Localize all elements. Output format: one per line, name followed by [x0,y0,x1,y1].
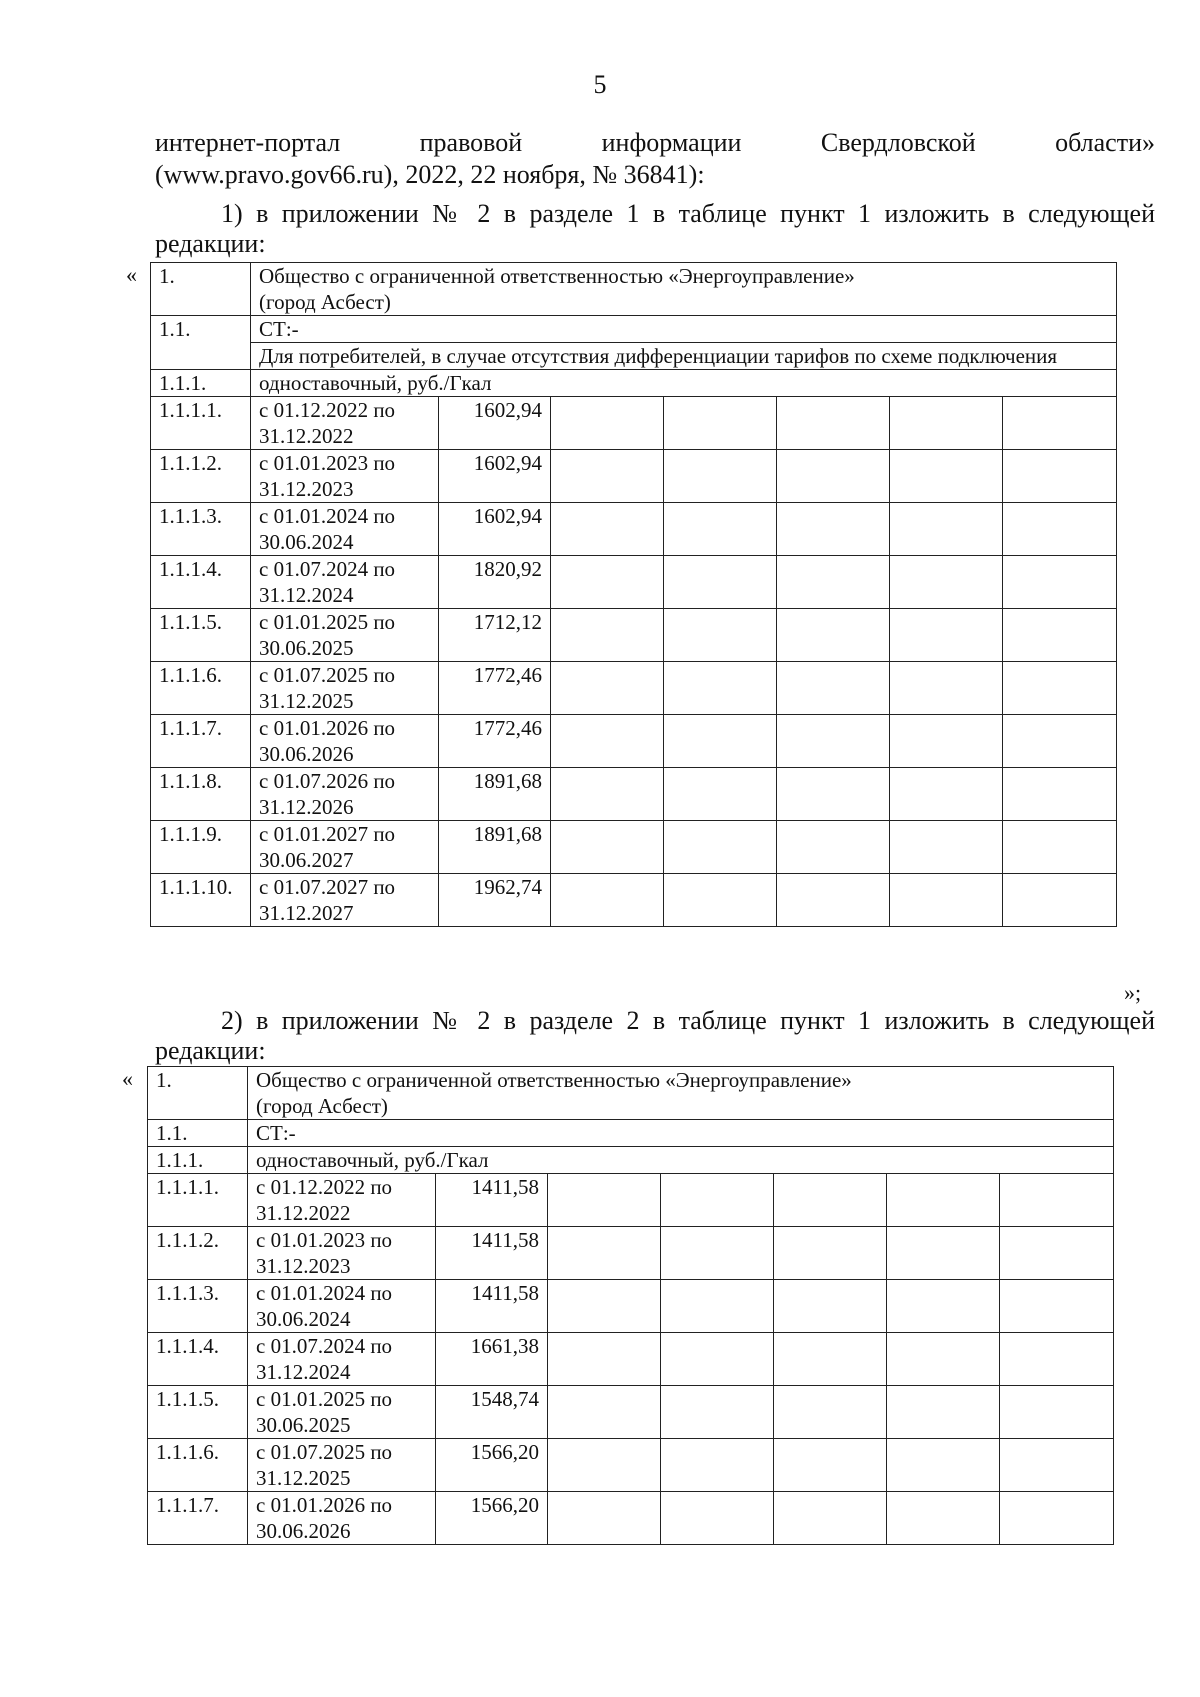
row-value: 1411,58 [436,1227,548,1280]
empty-cell [551,450,664,503]
period-to: 30.06.2026 [256,1519,351,1543]
row-period [248,1386,436,1439]
empty-cell [777,874,890,927]
empty-cell [774,1492,887,1545]
empty-cell [664,874,777,927]
org-city: (город Асбест) [256,1094,388,1118]
row-value: 1548,74 [436,1386,548,1439]
empty-cell [887,1280,1000,1333]
row-number: 1.1.1.2. [148,1227,248,1280]
org-cell [248,1067,1114,1120]
row-period [251,397,439,450]
row-value: 1661,38 [436,1333,548,1386]
row-number: 1.1.1.1. [148,1174,248,1227]
empty-cell [777,662,890,715]
consumer-note-row [151,343,1117,370]
period-from: с 01.01.2024 по [256,1281,393,1305]
period-to: 30.06.2024 [259,530,354,554]
row-period [251,874,439,927]
period-to: 31.12.2024 [256,1360,351,1384]
empty-cell [664,662,777,715]
empty-cell [1003,556,1117,609]
empty-cell [890,874,1003,927]
empty-cell [887,1492,1000,1545]
empty-cell [890,450,1003,503]
table-row [151,397,1117,450]
row-number: 1.1.1.3. [148,1280,248,1333]
period-to: 31.12.2027 [259,901,354,925]
empty-cell [1003,715,1117,768]
row-value: 1602,94 [439,450,551,503]
empty-cell [551,821,664,874]
empty-cell [777,609,890,662]
row-value: 1602,94 [439,397,551,450]
rate-number: 1.1.1. [151,370,251,397]
empty-cell [887,1174,1000,1227]
row-number: 1.1.1.8. [151,768,251,821]
empty-cell [551,768,664,821]
empty-cell [551,503,664,556]
period-from: с 01.01.2025 по [259,610,396,634]
row-number: 1.1.1.5. [151,609,251,662]
row-period [251,715,439,768]
empty-cell [664,715,777,768]
row-period [251,768,439,821]
row-number: 1.1.1.7. [151,715,251,768]
empty-cell [1003,821,1117,874]
row-period [248,1227,436,1280]
empty-cell [777,503,890,556]
empty-cell [1000,1174,1114,1227]
empty-cell [777,715,890,768]
row-value: 1712,12 [439,609,551,662]
empty-cell [664,609,777,662]
period-to: 31.12.2023 [256,1254,351,1278]
empty-cell [664,450,777,503]
empty-cell [551,662,664,715]
quote-open-2: « [122,1066,133,1091]
empty-cell [1000,1280,1114,1333]
period-to: 31.12.2024 [259,583,354,607]
empty-cell [548,1174,661,1227]
empty-cell [664,503,777,556]
table-row [151,768,1117,821]
period-to: 30.06.2026 [259,742,354,766]
empty-cell [664,821,777,874]
sub-number: 1.1. [151,316,251,370]
row-value: 1602,94 [439,503,551,556]
empty-cell [774,1333,887,1386]
empty-cell [661,1492,774,1545]
empty-cell [890,821,1003,874]
sub-row [151,316,1117,343]
empty-cell [890,503,1003,556]
empty-cell [661,1386,774,1439]
tariff-table-section-1 [150,262,1117,927]
empty-cell [774,1280,887,1333]
rate-label: одноставочный, руб./Гкал [248,1147,1114,1174]
empty-cell [1000,1492,1114,1545]
row-number: 1.1.1.4. [151,556,251,609]
table-row [148,1280,1114,1333]
row-value: 1411,58 [436,1174,548,1227]
empty-cell [1003,662,1117,715]
empty-cell [777,397,890,450]
row-period [248,1280,436,1333]
org-number: 1. [151,263,251,316]
empty-cell [551,397,664,450]
period-from: с 01.07.2024 по [256,1334,393,1358]
table-row [148,1227,1114,1280]
period-from: с 01.12.2022 по [256,1175,393,1199]
row-period [251,821,439,874]
period-to: 31.12.2025 [259,689,354,713]
org-city: (город Асбест) [259,290,391,314]
empty-cell [661,1174,774,1227]
intro-line-2: (www.pravo.gov66.ru), 2022, 22 ноября, № 36841): [155,160,705,189]
period-from: с 01.07.2025 по [259,663,396,687]
table-row [151,821,1117,874]
row-number: 1.1.1.1. [151,397,251,450]
row-number: 1.1.1.9. [151,821,251,874]
table-row [148,1439,1114,1492]
empty-cell [890,609,1003,662]
empty-cell [548,1280,661,1333]
empty-cell [890,715,1003,768]
empty-cell [774,1227,887,1280]
empty-cell [548,1492,661,1545]
row-value: 1891,68 [439,768,551,821]
table-row [148,1492,1114,1545]
empty-cell [777,450,890,503]
empty-cell [1003,768,1117,821]
empty-cell [890,556,1003,609]
item-2-text-cont: редакции: [155,1036,266,1065]
period-to: 31.12.2023 [259,477,354,501]
period-to: 31.12.2022 [259,424,354,448]
row-period [251,556,439,609]
row-period [251,503,439,556]
empty-cell [661,1227,774,1280]
empty-cell [1003,503,1117,556]
period-from: с 01.07.2027 по [259,875,396,899]
row-value: 1820,92 [439,556,551,609]
period-from: с 01.01.2024 по [259,504,396,528]
consumer-note: Для потребителей, в случае отсутствия дифференциации тарифов по схеме подключения [251,343,1117,370]
row-period [251,450,439,503]
empty-cell [664,556,777,609]
empty-cell [890,662,1003,715]
empty-cell [774,1174,887,1227]
row-value: 1891,68 [439,821,551,874]
period-from: с 01.07.2024 по [259,557,396,581]
quote-close-1: »; [1124,980,1142,1005]
period-to: 31.12.2022 [256,1201,351,1225]
table-row [151,662,1117,715]
period-from: с 01.01.2023 по [256,1228,393,1252]
org-number: 1. [148,1067,248,1120]
item-2-text: 2) в приложении № 2 в разделе 2 в таблице пункт 1 изложить в следующей [221,1006,1155,1035]
row-period [248,1492,436,1545]
quote-open-1: « [126,262,137,287]
row-number: 1.1.1.5. [148,1386,248,1439]
empty-cell [551,609,664,662]
table-2-body [148,1067,1114,1545]
row-value: 1411,58 [436,1280,548,1333]
row-period [248,1333,436,1386]
empty-cell [887,1386,1000,1439]
period-from: с 01.01.2027 по [259,822,396,846]
period-to: 31.12.2025 [256,1466,351,1490]
sub-number: 1.1. [148,1120,248,1147]
row-number: 1.1.1.10. [151,874,251,927]
period-to: 30.06.2027 [259,848,354,872]
empty-cell [548,1227,661,1280]
table-row [151,609,1117,662]
org-row [151,263,1117,316]
org-cell [251,263,1117,316]
sub-row [148,1120,1114,1147]
period-to: 30.06.2025 [256,1413,351,1437]
rate-number: 1.1.1. [148,1147,248,1174]
empty-cell [774,1439,887,1492]
rate-row [151,370,1117,397]
row-number: 1.1.1.6. [148,1439,248,1492]
row-number: 1.1.1.7. [148,1492,248,1545]
table-row [151,450,1117,503]
empty-cell [548,1439,661,1492]
period-to: 31.12.2026 [259,795,354,819]
empty-cell [1003,450,1117,503]
empty-cell [551,874,664,927]
row-number: 1.1.1.2. [151,450,251,503]
row-value: 1772,46 [439,715,551,768]
period-from: с 01.01.2026 по [259,716,396,740]
empty-cell [661,1439,774,1492]
empty-cell [661,1280,774,1333]
empty-cell [887,1333,1000,1386]
empty-cell [890,768,1003,821]
page-number: 5 [593,70,607,99]
empty-cell [1003,874,1117,927]
row-period [248,1174,436,1227]
empty-cell [548,1333,661,1386]
empty-cell [1000,1386,1114,1439]
row-period [248,1439,436,1492]
empty-cell [551,556,664,609]
row-value: 1566,20 [436,1492,548,1545]
sub-label: СТ:- [251,316,1117,343]
empty-cell [777,556,890,609]
row-period [251,609,439,662]
org-name: Общество с ограниченной ответственностью «Энергоуправление» [259,264,855,288]
empty-cell [774,1386,887,1439]
period-from: с 01.01.2026 по [256,1493,393,1517]
table-row [148,1386,1114,1439]
row-value: 1962,74 [439,874,551,927]
empty-cell [1003,397,1117,450]
empty-cell [548,1386,661,1439]
empty-cell [661,1333,774,1386]
period-from: с 01.01.2023 по [259,451,396,475]
empty-cell [887,1227,1000,1280]
item-1-text: 1) в приложении № 2 в разделе 1 в таблице пункт 1 изложить в следующей [221,199,1155,228]
period-from: с 01.07.2026 по [259,769,396,793]
table-1-body [151,263,1117,927]
org-name: Общество с ограниченной ответственностью «Энергоуправление» [256,1068,852,1092]
empty-cell [1003,609,1117,662]
period-from: с 01.07.2025 по [256,1440,393,1464]
period-to: 30.06.2025 [259,636,354,660]
row-number: 1.1.1.3. [151,503,251,556]
empty-cell [551,715,664,768]
table-row [151,556,1117,609]
empty-cell [664,768,777,821]
org-row [148,1067,1114,1120]
row-value: 1772,46 [439,662,551,715]
sub-label: СТ:- [248,1120,1114,1147]
rate-label: одноставочный, руб./Гкал [251,370,1117,397]
period-from: с 01.01.2025 по [256,1387,393,1411]
table-row [151,874,1117,927]
row-value: 1566,20 [436,1439,548,1492]
table-row [148,1333,1114,1386]
empty-cell [777,821,890,874]
period-to: 30.06.2024 [256,1307,351,1331]
empty-cell [1000,1227,1114,1280]
empty-cell [890,397,1003,450]
empty-cell [777,768,890,821]
row-number: 1.1.1.4. [148,1333,248,1386]
empty-cell [887,1439,1000,1492]
row-period [251,662,439,715]
empty-cell [1000,1439,1114,1492]
tariff-table-section-2 [147,1066,1114,1545]
table-row [151,503,1117,556]
empty-cell [664,397,777,450]
empty-cell [1000,1333,1114,1386]
rate-row [148,1147,1114,1174]
item-1-text-cont: редакции: [155,229,266,258]
table-row [148,1174,1114,1227]
row-number: 1.1.1.6. [151,662,251,715]
period-from: с 01.12.2022 по [259,398,396,422]
intro-line-1: интернет-портал правовой информации Свердловской области» [155,128,1155,157]
table-row [151,715,1117,768]
